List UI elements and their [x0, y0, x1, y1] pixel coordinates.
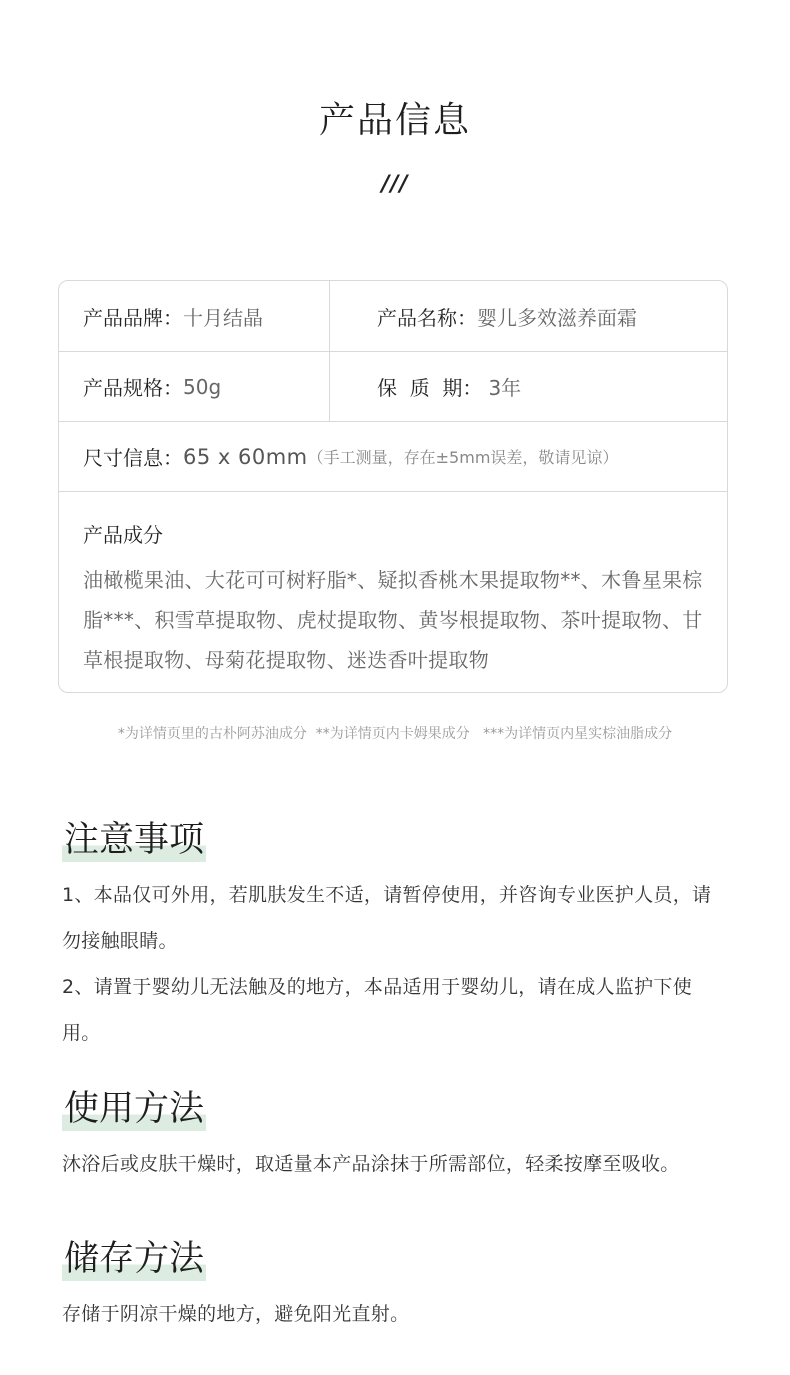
size-value: 65 x 60mm: [183, 444, 308, 469]
ingredients-title: 产品成分: [83, 523, 163, 547]
size-note: （手工测量，存在±5mm误差，敬请见谅）: [307, 448, 619, 467]
storage-heading: 储存方法: [64, 1239, 205, 1279]
ingredients-block: [83, 520, 705, 680]
info-row-spec-shelf: [59, 352, 727, 422]
page-title: 产品信息: [318, 100, 471, 141]
spec-label: 产品规格：: [83, 376, 183, 400]
shelf-life-cell: [330, 352, 728, 421]
ingredients-text: 油橄榄果油、大花可可树籽脂*、疑拟香桃木果提取物**、木鲁星果棕脂***、积雪草提取物、虎杖提取物、黄岑根提取物、茶叶提取物、甘草根提取物、母菊花提取物、迷迭香叶提取物: [83, 568, 703, 672]
title-decoration: ///: [381, 172, 409, 197]
info-row-size: [59, 422, 727, 492]
usage-text: 沐浴后或皮肤干燥时，取适量本产品涂抹于所需部位，轻柔按摩至吸收。: [62, 1153, 680, 1175]
name-label: 产品名称：: [377, 305, 477, 330]
spec-value: 50g: [183, 374, 222, 399]
notice-item-1: 1、本品仅可外用，若肌肤发生不适，请暂停使用，并咨询专业医护人员，请勿接触眼睛。: [62, 884, 712, 952]
notice-item-2: 2、请置于婴幼儿无法触及的地方，本品适用于婴幼儿，请在成人监护下使用。: [62, 976, 692, 1044]
spec-cell: [59, 352, 330, 421]
shelf-life-value: 3年: [488, 376, 522, 400]
info-row-brand-name: [59, 281, 727, 352]
size-label: 尺寸信息：: [83, 446, 183, 470]
name-cell: [330, 281, 728, 351]
product-info-table: [58, 280, 728, 693]
info-row-ingredients: [59, 492, 727, 693]
size-cell: [59, 422, 727, 491]
notice-heading: 注意事项: [64, 820, 205, 860]
storage-text: 存储于阴凉干燥的地方，避免阳光直射。: [62, 1303, 410, 1325]
shelf-life-label: 保 质 期：: [377, 376, 483, 400]
brand-label: 产品品牌：: [83, 305, 183, 330]
name-value: 婴儿多效滋养面霜: [477, 305, 637, 330]
ingredients-footnote: *为详情页里的古朴阿苏油成分 **为详情页内卡姆果成分 ***为详情页内星实棕油脂成分: [117, 726, 673, 742]
brand-cell: [59, 281, 330, 351]
usage-heading: 使用方法: [64, 1089, 205, 1129]
brand-value: 十月结晶: [183, 305, 263, 330]
